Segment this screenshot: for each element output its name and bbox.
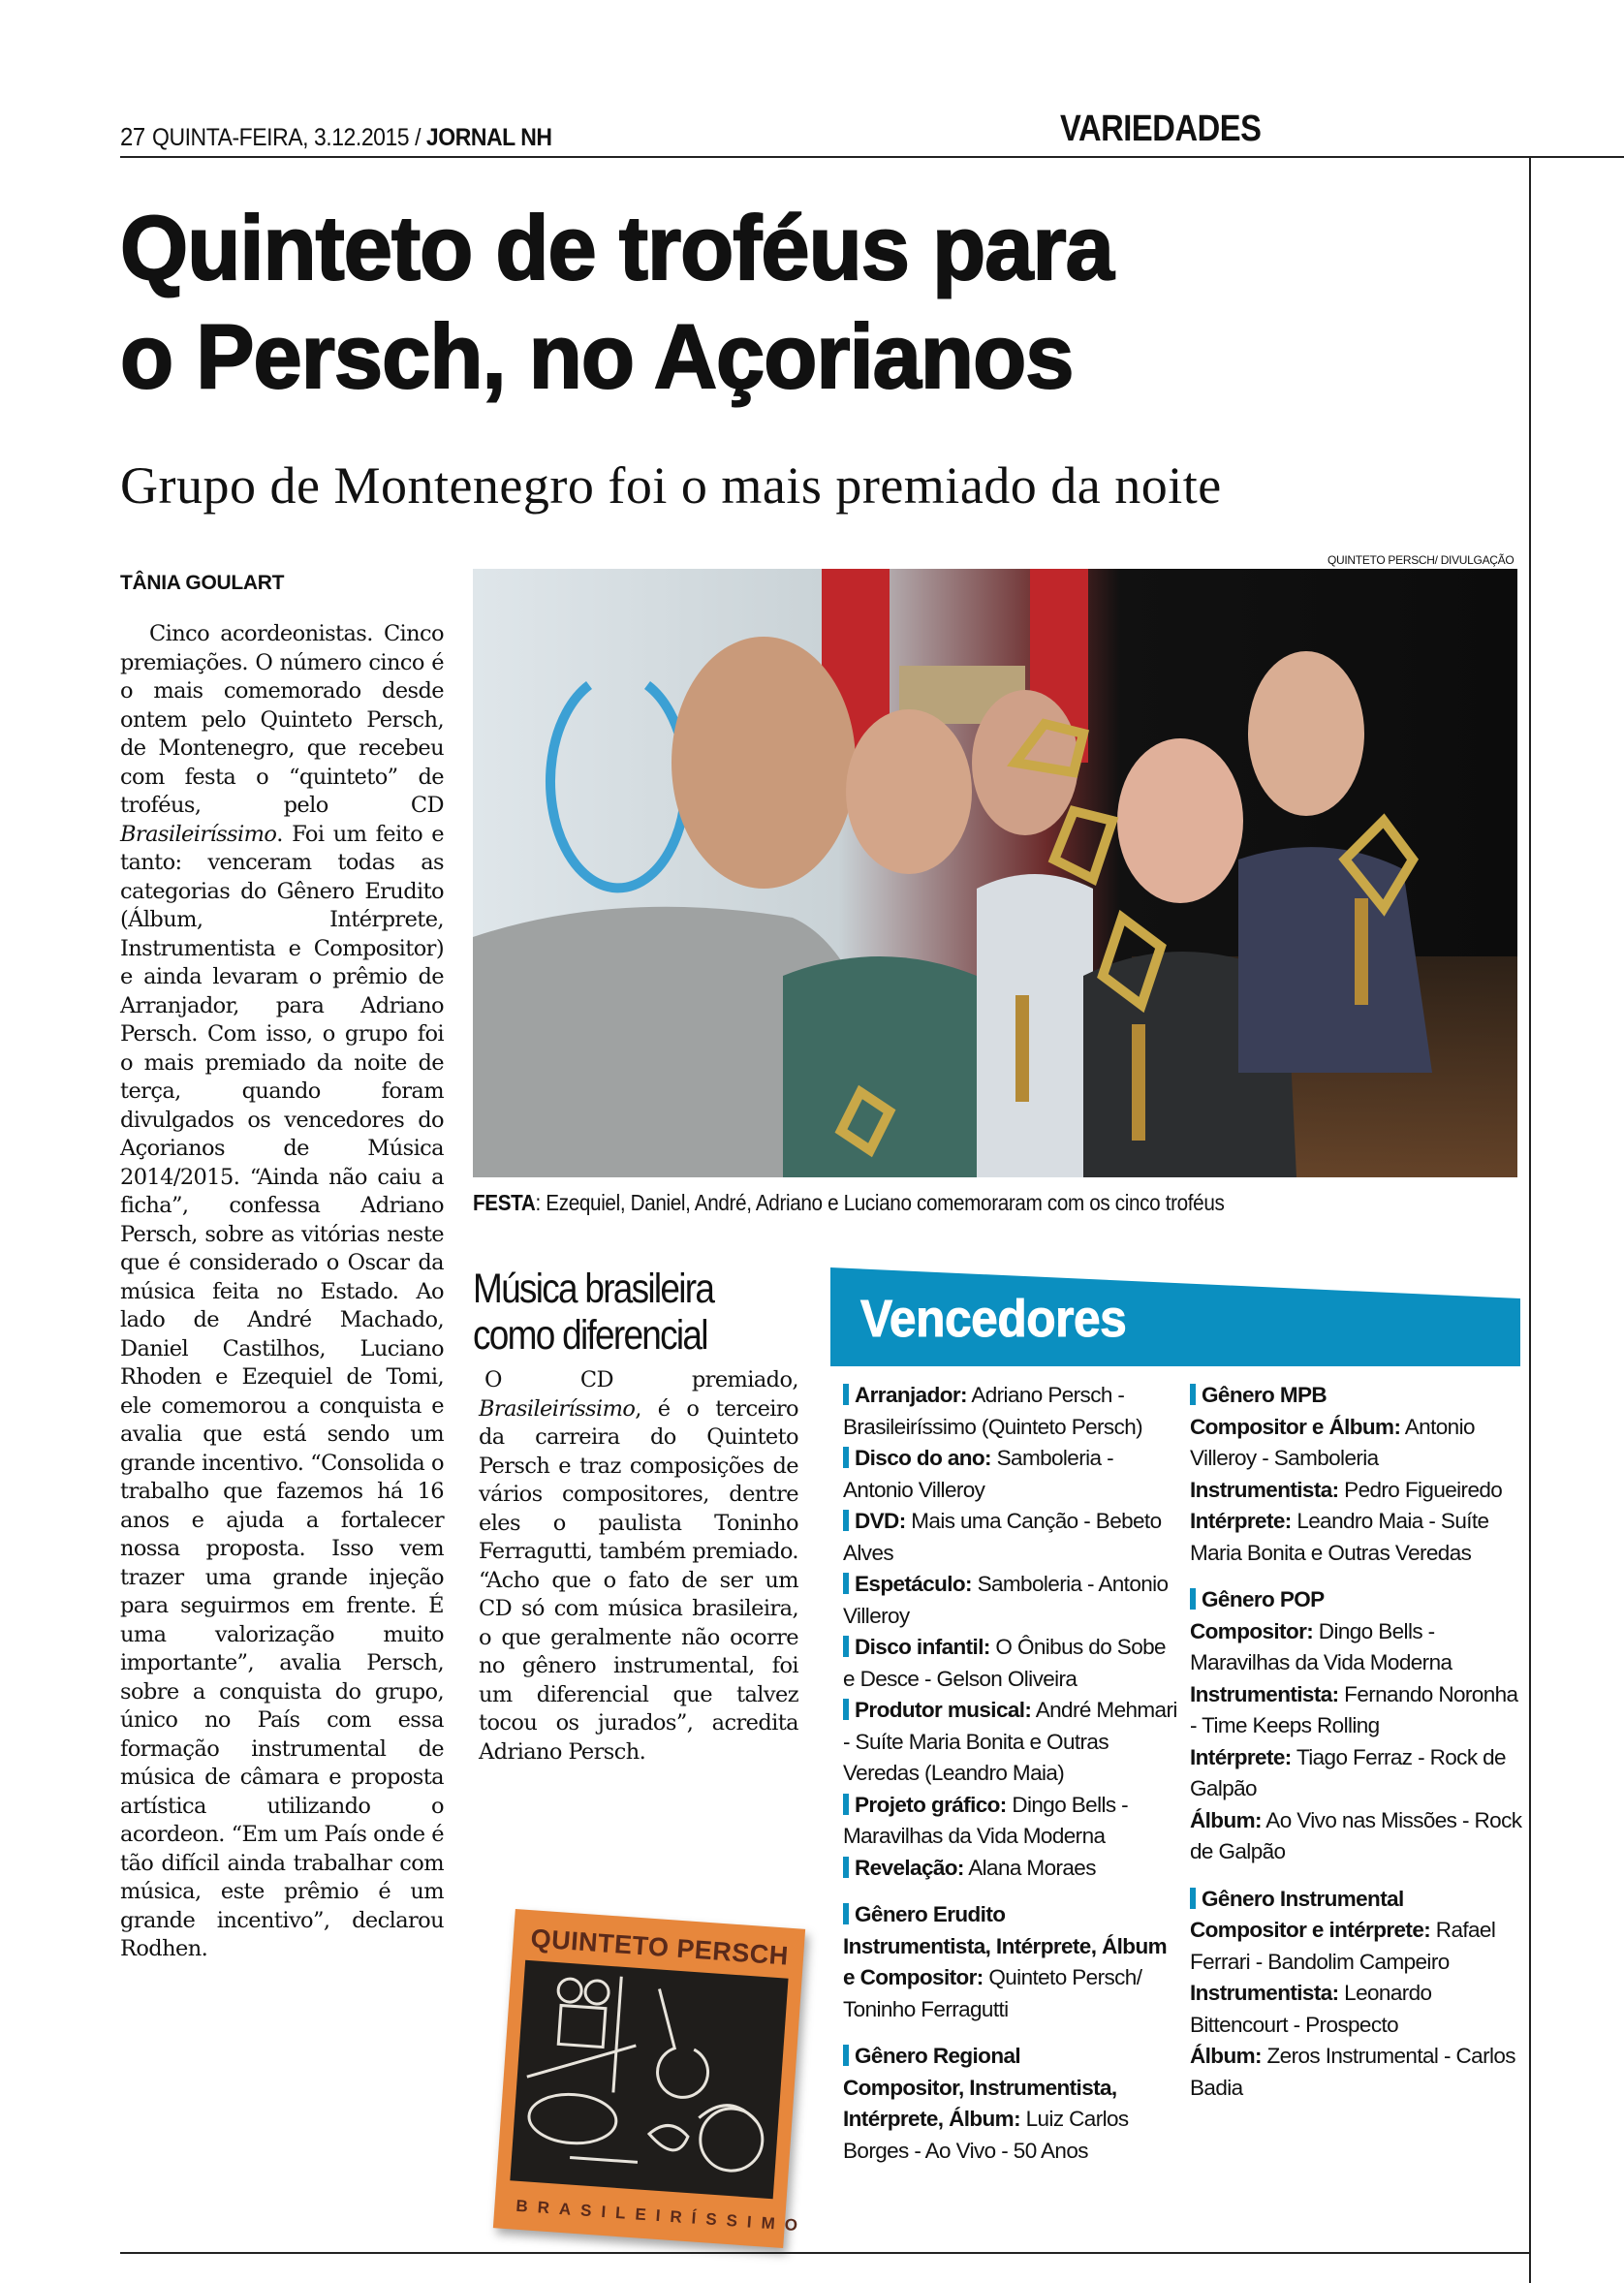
winner-value: Mais uma Canção - Bebeto Alves [843,1509,1162,1565]
category-label: Compositor, Instrumentista, Intérprete, Álbum: [843,2075,1117,2131]
winner-entry [1190,1506,1524,1569]
winner-entry [843,1380,1177,1443]
winner-entry [843,1695,1177,1790]
bullet-marker [843,1573,849,1594]
category-label: DVD: [855,1509,906,1533]
winner-value: Rafael Ferrari - Bandolim Campeiro [1190,1918,1496,1974]
headline-line-2: o Persch, no Açorianos [120,305,1074,407]
category-label: Disco do ano: [855,1446,991,1470]
winner-value: Leonardo Bittencourt - Prospecto [1190,1981,1432,2037]
sidebar-paragraph [479,1366,798,1767]
right-column-rule [1529,157,1531,2283]
bullet-marker [843,1857,849,1878]
body-text: , é o terceiro da carreira do Quinteto Persch e traz composições de vários compositores, dentre eles o paulista Toninho Ferragutti, também premiado. “Acho que o fato de ser um CD só com música brasileira, o que geralmente não ocorre no gênero instrumental, foi um diferencial que talvez tocou os jurados”, acredita Adriano Persch. [479,1395,798,1765]
bullet-marker [843,1636,849,1657]
genre-title: Gênero POP [1202,1587,1325,1611]
category-label: Revelação: [855,1855,964,1880]
winner-value: Dingo Bells - Maravilhas da Vida Moderna [843,1792,1129,1848]
category-label: Instrumentista, Intérprete, Álbum e Compositor: [843,1933,1168,1989]
cd-artwork-drawing [510,1960,788,2199]
winners-general-list [843,1380,1177,1884]
winner-entry [1190,1616,1524,1679]
winner-entry [1190,1805,1524,1868]
category-label: Álbum: [1190,2044,1262,2068]
body-text: . Foi um feito e tanto: venceram todas as categorias do Gênero Erudito (Álbum, Intérprete, Instrumentista e Compositor) e ainda levaram o prêmio de Arranjador, para Adriano Persch. Com isso, o grupo foi o mais premiado da noite de terça, quando foram divulgados os vencedores do Açorianos de Música 2014/2015. “Ainda não caiu a ficha”, confessa Adriano Persch, sobre as vitórias neste que é considerado o Oscar da música feita no Estado. Ao lado de André Machado, Daniel Castilhos, Luciano Rhoden e Ezequiel de Tomi, ele comemorou a conquista e avalia que está sendo um grande incentivo. “Consolida o trabalho que fazemos há 16 anos e ajuda a fortalecer nossa proposta. Isso vem trazer uma grande injeção para seguirmos em frente. É uma valorização muito importante”, avalia Persch, sobre a conquista do grupo, único no País com essa formação instrumental de música de câmara e proposta artística utilizando o acordeon. “Em um País onde é tão difícil ainda trabalhar com música, este prêmio é um grande incentivo”, declarou Rodhen. [120,821,444,1961]
date-line: QUINTA-FEIRA, 3.12.2015 / [152,124,426,151]
winner-entry [843,1790,1177,1853]
page-number: 27 [120,122,145,151]
category-label: Intérprete: [1190,1744,1292,1769]
bullet-marker [843,2045,849,2066]
winner-genre-regional [843,2041,1177,2167]
winner-value: Pedro Figueiredo [1338,1477,1503,1502]
category-label: Compositor: [1190,1618,1314,1643]
winner-entry [1190,2041,1524,2104]
sidebar-title-line-2: como diferencial [473,1312,707,1359]
winner-value: Fernando Noronha - Time Keeps Rolling [1190,1681,1518,1737]
sidebar-story-body [479,1366,798,1767]
sidebar-title-line-1: Música brasileira [473,1266,714,1312]
category-label: Compositor e intérprete: [1190,1918,1431,1942]
bullet-marker [843,1794,849,1815]
group-photo [473,569,1517,1177]
bottom-rule [120,2252,1529,2254]
winner-value: Ao Vivo nas Missões - Rock de Galpão [1190,1807,1522,1863]
genre-items [1190,1616,1524,1868]
winner-genre-instrumental [1190,1884,1524,2105]
photo-caption [473,1190,1224,1216]
category-label: Espetáculo: [855,1572,972,1596]
winner-entry [1190,1679,1524,1742]
bullet-marker [843,1510,849,1531]
winner-genre-erudito [843,1899,1177,2025]
category-label: Instrumentista: [1190,1981,1339,2005]
winner-value: O Ônibus do Sobe e Desce - Gelson Oliveira [843,1635,1166,1691]
winner-value: Dingo Bells - Maravilhas da Vida Moderna [1190,1618,1452,1674]
category-label: Intérprete: [1190,1509,1292,1533]
cd-cover-title: QUINTETO PERSCH [529,1923,790,1971]
category-label: Álbum: [1190,1807,1262,1832]
winner-value: Samboleria - Antonio Villeroy [843,1572,1169,1628]
winner-value: Luiz Carlos Borges - Ao Vivo - 50 Anos [843,2107,1129,2163]
headline [120,194,1469,411]
body-text: Cinco acordeonistas. Cinco premiações. O número cinco é o mais comemorado desde ontem pelo Quinteto Persch, de Montenegro, que recebeu com festa o “quinteto” de troféus, pelo CD [120,621,444,818]
byline: TÂNIA GOULART [120,572,285,594]
bullet-marker [843,1699,849,1720]
caption-label: FESTA [473,1190,536,1215]
body-text: O CD premiado, [484,1367,798,1392]
winner-genre-mpb [1190,1380,1524,1569]
section-name: VARIEDADES [1060,109,1262,149]
cd-cover-artwork [510,1960,788,2199]
article-paragraph [120,620,444,1964]
genre-title: Gênero Regional [855,2044,1021,2068]
publication-name: JORNAL NH [425,124,552,151]
winner-entry [1190,1978,1524,2041]
category-label: Disco infantil: [855,1635,990,1659]
winner-entry [843,1506,1177,1569]
bullet-marker [843,1447,849,1468]
winner-entry [843,1853,1177,1885]
bullet-marker [843,1903,849,1924]
category-label: Instrumentista: [1190,1681,1339,1706]
cd-title-italic: Brasileiríssimo [479,1395,636,1422]
category-label: Compositor e Álbum: [1190,1414,1401,1439]
winners-title: Vencedores [860,1290,1127,1348]
cd-cover-subtitle: BRASILEIRÍSSIMO [515,2196,808,2236]
subheadline: Grupo de Montenegro foi o mais premiado da noite [120,456,1222,515]
genre-title: Gênero Erudito [855,1902,1006,1926]
winner-entry [843,1569,1177,1632]
cd-cover-image [493,1909,808,2248]
winners-column-right [1190,1380,1524,2104]
winner-entry [1190,1475,1524,1507]
winner-value: Alana Moraes [963,1855,1096,1880]
bullet-marker [1190,1888,1196,1909]
bullet-marker [1190,1588,1196,1610]
winner-value: Zeros Instrumental - Carlos Badia [1190,2044,1515,2100]
winner-value: Samboleria - Antonio Villeroy [843,1446,1113,1502]
winner-value: Leandro Maia - Suíte Maria Bonita e Outras Veredas [1190,1509,1489,1565]
bullet-marker [1190,1384,1196,1405]
cd-title-italic: Brasileiríssimo [120,821,277,847]
winner-value: Quinteto Persch/ Toninho Ferragutti [843,1965,1142,2021]
genre-title: Gênero Instrumental [1202,1886,1404,1911]
genre-title: Gênero MPB [1202,1383,1327,1407]
sidebar-story-title [473,1266,756,1359]
winner-value: Adriano Persch - Brasileiríssimo (Quinteto Persch) [843,1383,1143,1439]
genre-items [1190,1412,1524,1570]
winner-value: Antonio Villeroy - Samboleria [1190,1414,1475,1470]
winner-entry [1190,1742,1524,1805]
caption-text: : Ezequiel, Daniel, André, Adriano e Luciano comemoraram com os cinco troféus [535,1190,1225,1215]
bullet-marker [843,1384,849,1405]
headline-line-1: Quinteto de troféus para [120,197,1113,298]
winner-entry [843,1443,1177,1506]
winner-entry [843,1632,1177,1695]
winner-entry [1190,1915,1524,1978]
winner-genre-pop [1190,1584,1524,1868]
category-label: Produtor musical: [855,1698,1032,1722]
genre-items [1190,1915,1524,2104]
category-label: Instrumentista: [1190,1477,1339,1502]
category-label: Projeto gráfico: [855,1792,1007,1817]
winner-entry [1190,1412,1524,1475]
article-body [120,620,444,1964]
photo-credit: QUINTETO PERSCH/ DIVULGAÇÃO [1327,553,1515,567]
winners-column-left [843,1380,1177,2167]
group-photo-image [473,569,1517,1177]
winner-value: Tiago Ferraz - Rock de Galpão [1190,1744,1506,1800]
winner-value: André Mehmari - Suíte Maria Bonita e Outras Veredas (Leandro Maia) [843,1698,1177,1785]
category-label: Arranjador: [855,1383,967,1407]
page-header-info [120,122,552,152]
header-rule [120,156,1624,158]
